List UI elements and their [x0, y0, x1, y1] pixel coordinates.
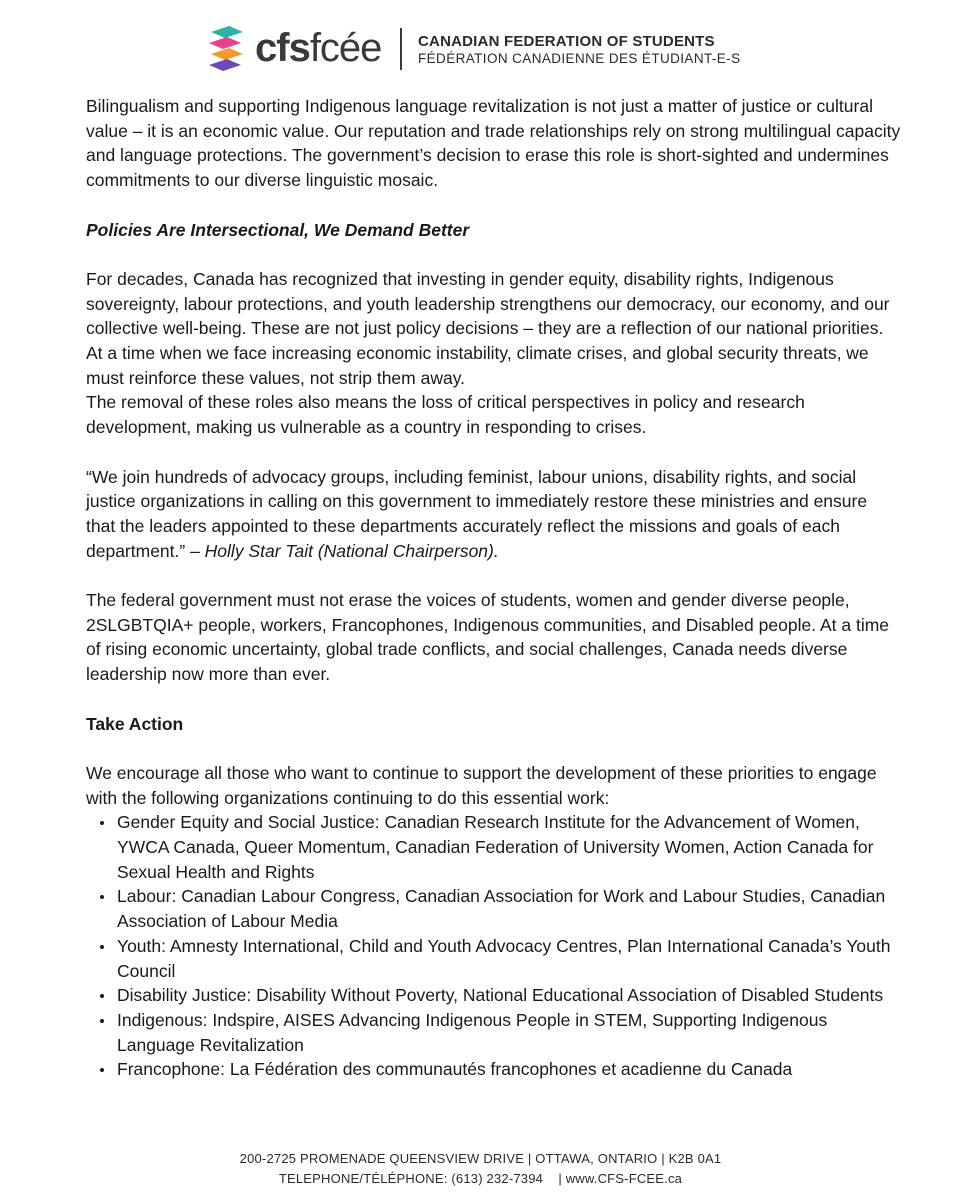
footer-address: 200-2725 PROMENADE QUEENSVIEW DRIVE | OTTAWA, ONTARIO | K2B 0A1 [239, 1151, 722, 1166]
paragraph-quote [86, 465, 901, 564]
section-heading-take-action: Take Action [86, 713, 184, 734]
list-item: Labour: Canadian Labour Congress, Canadian Association for Work and Labour Studies, Canadian Association of Labour Media [117, 884, 901, 933]
paragraph-bilingualism: Bilingualism and supporting Indigenous language revitalization is not just a matter of justice or cultural value – it is an economic value. Our reputation and trade relationships rely on strong multilingual capacity and language protections. The government’s decision to erase this role is short-sighted and undermines commitments to our diverse linguistic mosaic. [86, 96, 901, 191]
list-item: Indigenous: Indspire, AISES Advancing Indigenous People in STEM, Supporting Indigenous Language Revitalization [117, 1008, 901, 1057]
footer [0, 1149, 961, 1189]
header-divider [400, 28, 402, 70]
org-name-french: FÉDÉRATION CANADIENNE DES ÉTUDIANT-E-S [418, 51, 741, 66]
paragraph-federal: The federal government must not erase the voices of students, women and gender diverse people, 2SLGBTQIA+ people, workers, Francophones, Indigenous communities, and Disabled people. At a time of rising economic uncertainty, global trade conflicts, and social challenges, Canada needs diverse leadership now more than ever. [86, 590, 890, 685]
list-item: Youth: Amnesty International, Child and Youth Advocacy Centres, Plan International Canada’s Youth Council [117, 934, 901, 983]
organizations-list [86, 810, 901, 1082]
org-name-english: CANADIAN FEDERATION OF STUDENTS [418, 33, 715, 50]
section-heading-intersectional: Policies Are Intersectional, We Demand Better [86, 219, 470, 240]
letter-body [86, 94, 901, 1082]
logo-wordmark [255, 26, 381, 70]
logo-wordmark-bold: cfs [255, 26, 310, 70]
logo-wordmark-light: fcée [309, 26, 382, 70]
paragraph-decades: For decades, Canada has recognized that investing in gender equity, disability rights, Indigenous sovereignty, labour protections, and youth leadership strengthens our democracy, our economy, and our collective well-being. These are not just policy decisions – they are a reflection of our national priorities. At a time when we face increasing economic instability, climate crises, and global security threats, we must reinforce these values, not strip them away. [86, 268, 890, 388]
footer-contact: TELEPHONE/TÉLÉPHONE: (613) 232-7394 | www.CFS-FCEE.ca [278, 1171, 683, 1186]
quote-attribution: Holly Star Tait (National Chairperson). [204, 540, 499, 561]
quote-text: “We join hundreds of advocacy groups, including feminist, labour unions, disability rights, and social justice organizations in calling on this government to immediately restore these ministries and ensure that the leaders appointed to these departments accurately reflect the missions and goals of each department.” – [86, 466, 868, 561]
paragraph-encourage: We encourage all those who want to continue to support the development of these priorities to engage with the following organizations continuing to do this essential work: [86, 762, 877, 808]
list-item: Francophone: La Fédération des communautés francophones et acadienne du Canada [117, 1057, 901, 1082]
letterhead [0, 22, 961, 82]
list-item: Gender Equity and Social Justice: Canadian Research Institute for the Advancement of Women, YWCA Canada, Queer Momentum, Canadian Federation of University Women, Action Canada for Sexual Health and Rights [117, 810, 901, 884]
list-item: Disability Justice: Disability Without Poverty, National Educational Association of Disabled Students [117, 983, 901, 1008]
paragraph-removal: The removal of these roles also means the loss of critical perspectives in policy and research development, making us vulnerable as a country in responding to crises. [86, 392, 805, 438]
cfs-logo-icon [205, 24, 249, 74]
